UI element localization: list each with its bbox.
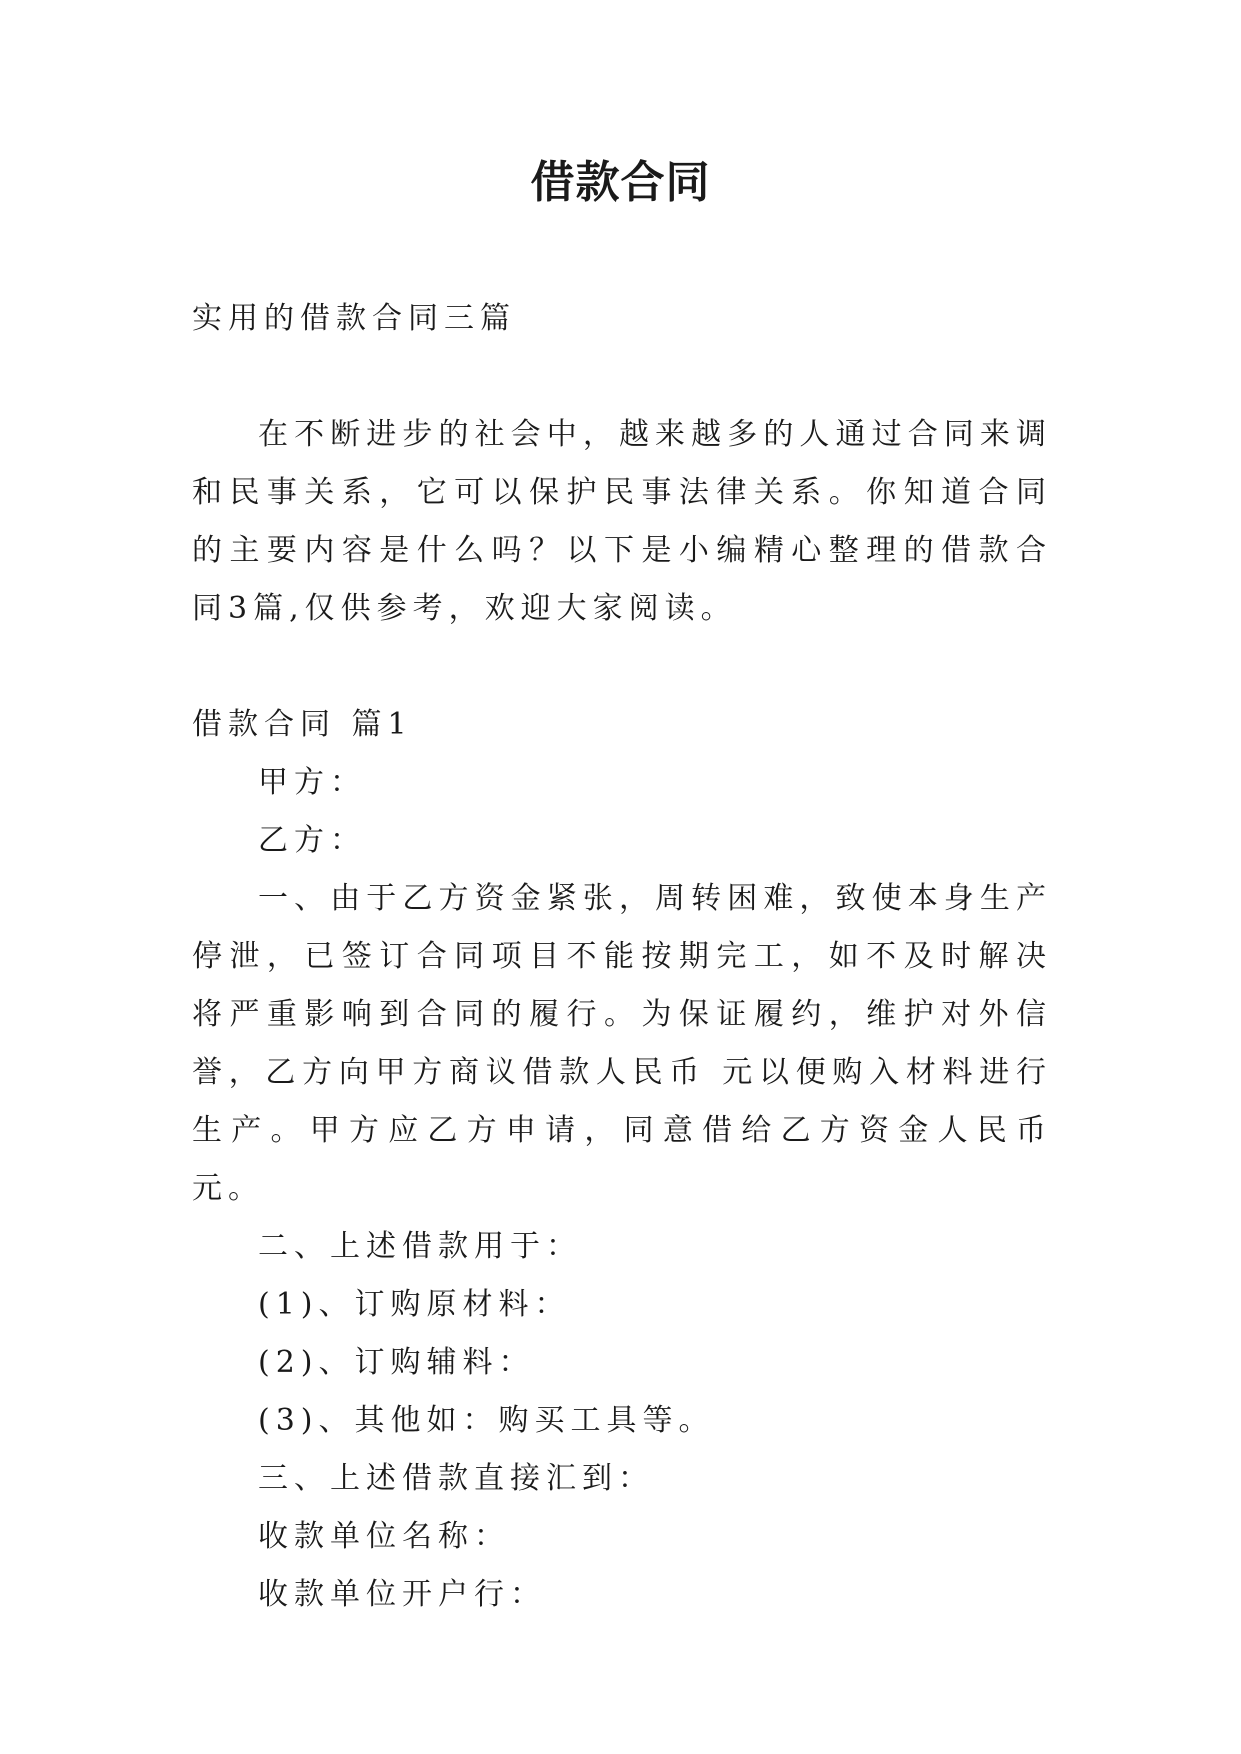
intro-paragraph: 在不断进步的社会中，越来越多的人通过合同来调和民事关系，它可以保护民事法律关系。你知道合同的主要内容是什么吗？以下是小编精心整理的借款合同3篇,仅供参考，欢迎大家阅读。 (192, 417, 1052, 626)
clause-1-paragraph: 一、由于乙方资金紧张，周转困难，致使本身生产停泄，已签订合同项目不能按期完工，如不及时解决将严重影响到合同的履行。为保证履约，维护对外信誉，乙方向甲方商议借款人民币 元以便购入材料进行生产。甲方应乙方申请，同意借给乙方资金人民币 元。 (192, 881, 1052, 1206)
clause-2-item-1: (1)、订购原材料： (258, 1287, 571, 1322)
document-body (192, 290, 1052, 1624)
section-title: 借款合同 篇1 (192, 707, 413, 742)
clause-2-item-3: (3)、其他如：购买工具等。 (258, 1403, 715, 1438)
document-subtitle: 实用的借款合同三篇 (192, 301, 516, 336)
clause-2-item-2: (2)、订购辅料： (258, 1345, 535, 1380)
payee-name-label: 收款单位名称： (258, 1519, 510, 1554)
document-title: 借款合同 (530, 157, 711, 208)
clause-3-heading: 三、上述借款直接汇到： (258, 1461, 654, 1496)
clause-2-heading: 二、上述借款用于： (258, 1229, 582, 1264)
party-a-label: 甲方： (258, 765, 366, 800)
payee-bank-label: 收款单位开户行： (258, 1577, 546, 1612)
party-b-label: 乙方： (258, 823, 366, 858)
